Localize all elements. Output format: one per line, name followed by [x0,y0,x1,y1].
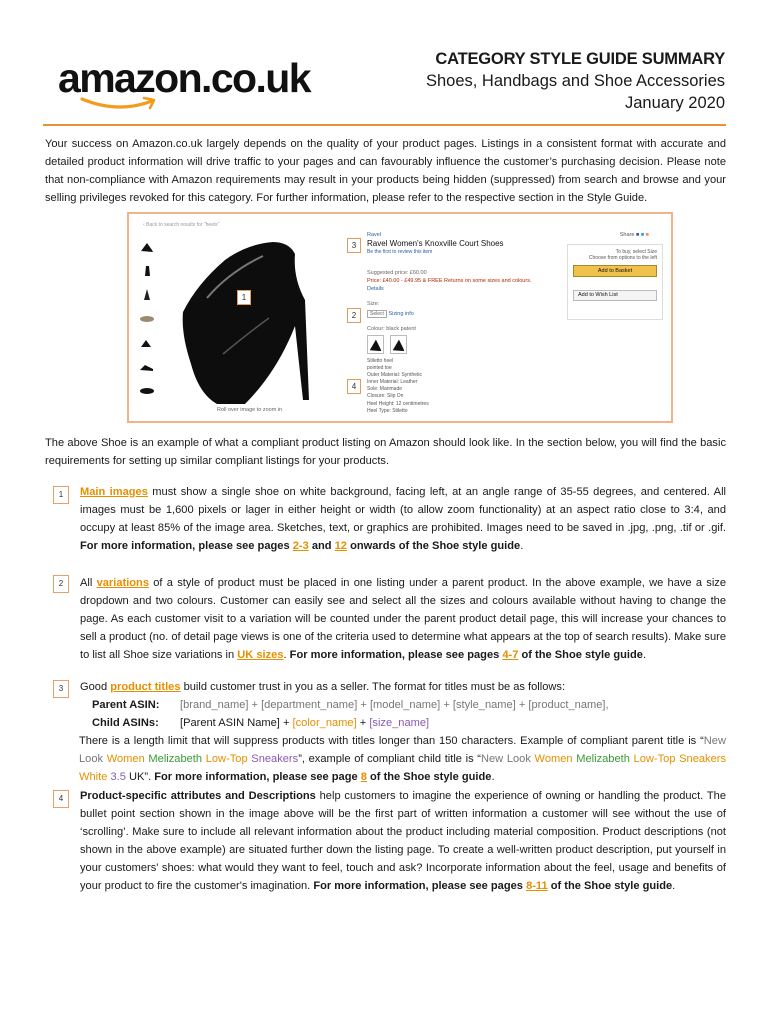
colour-label: Colour: black patent [367,326,416,332]
pages-link[interactable]: 2-3 [292,540,309,552]
bullet-item: pointed toe [367,365,392,372]
callout-1: 1 [237,290,251,305]
bullet-item: Closure: Slip On [367,393,404,400]
details-link: Details [367,286,384,292]
buy-box [567,244,663,320]
amazon-logo [58,55,310,116]
after-figure-paragraph: The above Shoe is an example of what a compliant product listing on Amazon should look like. In the section below, you will find the basic requirements for setting up similar compliant listings for your products. [45,437,726,467]
colour-swatch-icon [367,335,384,354]
bullet-item: Sole: Manmade [367,386,403,393]
document-date: January 2020 [625,94,725,112]
colour-swatches [367,335,573,354]
pages-link[interactable]: 8-11 [526,880,548,892]
thumbnail-shoe-icon [139,360,155,373]
thumbnail-shoe-icon [139,240,155,253]
thumbnail-shoe-icon [139,288,155,301]
document-title: CATEGORY STYLE GUIDE SUMMARY [435,50,725,68]
zoom-caption: Roll over image to zoom in [217,407,283,413]
back-to-results-link: ‹ Back to search results for "heels" [143,222,220,228]
section-variations: All variations of a style of product must be placed in one listing under a parent product. In the above example, we have a size dropdown and two colours. Customer can easily see and select all the sizes and colours available without having to change the page. As each customer visit to a variation will be counted under the parent product detail page, this will increase your chances to sell a product (no. of detail page views is one of the criteria used to determine what appears at the top of search results). Make sure to list all Shoe size variations in UK sizes. For more information, please see pages 4-7 of the Shoe style guide. [80,577,726,661]
title-length-note: There is a length limit that will suppress products with titles longer than 150 characters. Example of compliant parent title is “New Look Women Melizabeth Low-Top Sneakers”, example of compliant child title is “New Look Women Melizabeth Low-Top Sneakers White 3.5 UK”. For more information, please see page 8 of the Shoe style guide. [79,735,727,783]
thumbnail-shoe-icon [139,384,155,397]
bullet-item: Stiletto heel [367,358,394,364]
document-header [305,48,725,114]
product-title: Ravel Women's Knoxville Court Shoes [367,239,504,248]
thumbnail-shoe-icon [139,264,155,277]
product-titles-link[interactable]: product titles [110,681,181,693]
share-bar: Share ■ ■ ■ [619,232,649,238]
example-listing-screenshot [127,212,673,423]
intro-paragraph: Your success on Amazon.co.uk largely depends on the quality of your product pages. Listings in a consistent format with accurate and detailed product information will drive traffic to your pages and can favourably influence the customer’s purchasing decision. Please note that non-compliance with Amazon requirements may result in your products being hidden (suppressed) from search and browse and your selling privileges revoked for this category. For further information, please refer to the respective section in the Style Guide. [45,138,726,204]
section-main-images: Main images must show a single shoe on white background, facing left, at an angle range of 35-55 degrees, and centered. All images must be 1,600 pixels or lager in either height or width (to allow zoom functionality) at an aspect ratio close to 3:4, and occupy at least 85% of the image area. Sketches, text, or graphics are prohibited. Images need to be saved in .jpg, .png, .tif or .gif. For more information, please see pages 2-3 and 12 onwards of the Shoe style guide. [80,486,726,552]
size-select: Select [367,310,387,318]
price-line: Price: £40.00 - £49.95 & FREE Returns on some sizes and colours. [367,278,532,284]
bullet-item: Outer Material: Synthetic [367,372,423,379]
pages-link[interactable]: 8 [360,771,367,783]
section-number-4: 4 [53,790,69,808]
section-number-2: 2 [53,575,69,593]
callout-4: 4 [347,379,361,394]
section-attributes-descriptions: Product-specific attributes and Descriptions help customers to imagine the experience of owning or handling the product. The bullet point section shown in the image above will be the first part of written information a customer will see without the use of ‘scrolling’. Make sure to include all relevant information about the product including material composition. Product descriptions (not shown in the above example) are situated further down the listing page. To create a well-written product description, put yourself in your customers' shoes: what would they want to feel, touch and ask? Incorporate information about the feel, usage and benefits of your product to fire the customer's imagination. For more information, please see pages 8-11 of the Shoe style guide. [80,790,726,892]
child-asin-format: Child ASINs: [Parent ASIN Name] + [color_name] + [size_name] [92,717,430,729]
logo-text: amazon.co.uk [58,55,310,101]
bullet-item: Heel Height: 12 centimetres [367,400,429,407]
document-subtitle: Shoes, Handbags and Shoe Accessories [425,72,725,90]
main-shoe-image [177,234,327,406]
thumbnail-shoe-icon [139,312,155,325]
add-to-wishlist-button: Add to Wish List [573,290,657,301]
header-divider [43,124,726,126]
pages-link[interactable]: 4-7 [502,649,519,661]
review-link: Be the first to review this item [367,249,433,255]
bullet-list [367,358,573,415]
share-label: Share [619,232,635,238]
amazon-smile-icon [80,96,160,112]
variations-link[interactable]: variations [96,577,150,589]
section-number-3: 3 [53,680,69,698]
bullet-item: Heel Type: Stiletto [367,407,408,414]
parent-asin-format: Parent ASIN: [brand_name] + [department_name] + [model_name] + [style_name] + [product_name], [92,699,609,711]
size-label: Size: [367,301,380,307]
brand-link: Ravel [367,232,382,238]
main-images-link[interactable]: Main images [80,486,148,498]
section-number-1: 1 [53,486,69,504]
product-details [367,232,573,415]
pages-link[interactable]: 12 [334,540,347,552]
section-product-titles: Good product titles build customer trust in you as a seller. The format for titles must be as follows: Parent ASIN: [brand_name] + [department_name] + [model_name] + [style_name] + [product_name], Child ASINs: [Parent ASIN Name] + [color_name] + [size_name] There is a length limit that will suppress products with titles longer than 150 characters. Example of compliant parent title is “New Look Women Melizabeth Low-Top Sneakers”, example of compliant child title is “New Look Women Melizabeth Low-Top Sneakers White 3.5 UK”. For more information, please see page 8 of the Shoe style guide. [80,678,726,786]
colour-swatch-icon [390,335,407,354]
callout-2: 2 [347,308,361,323]
thumbnail-shoe-icon [139,336,155,349]
price-block [367,269,573,293]
uk-sizes-link[interactable]: UK sizes [237,649,284,661]
add-to-basket-button: Add to Basket [573,265,657,277]
callout-3: 3 [347,238,361,253]
thumbnail-strip [139,240,157,408]
suggested-price: Suggested price: £60.00 [367,270,427,276]
sizing-info-link: Sizing info [388,311,414,317]
bullet-item: Inner Material: Leather [367,379,418,386]
size-block [367,301,573,318]
buy-hint: To buy, select Size Choose from options to the left [588,249,657,261]
